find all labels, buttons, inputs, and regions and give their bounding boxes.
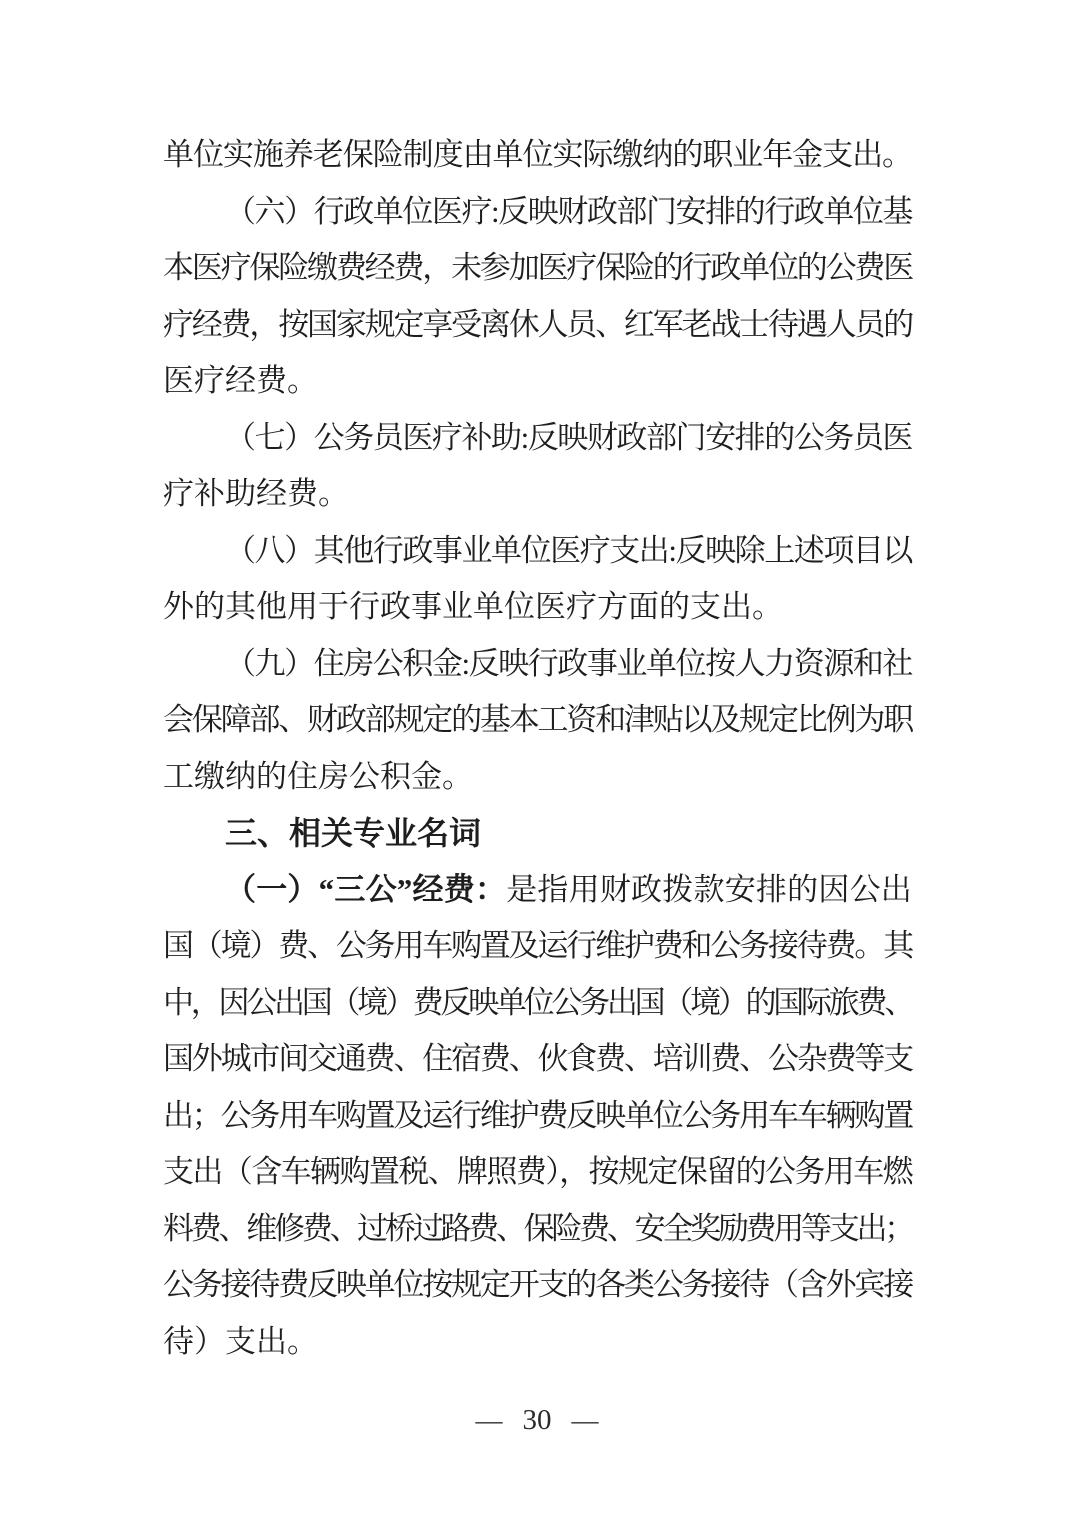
text-segment: 国外城市间交通费、住宿费、伙食费、培训费、公杂费等支 (163, 1041, 912, 1076)
line-text (225, 815, 481, 851)
text-segment: 医疗经费。 (163, 363, 318, 398)
document-body (163, 127, 912, 1370)
line-text (163, 1211, 912, 1246)
text-line (163, 353, 912, 410)
text-segment: （六）行政单位医疗:反映财政部门安排的行政单位基 (225, 193, 912, 229)
line-text (163, 985, 912, 1020)
text-line (163, 1257, 912, 1314)
text-line (163, 240, 912, 297)
text-segment: 支出（含车辆购置税、牌照费），按规定保留的公务用车燃 (163, 1154, 912, 1189)
line-text (163, 1324, 318, 1359)
text-segment: 国（境）费、公务用车购置及运行维护费和公务接待费。其 (163, 928, 912, 963)
text-line (163, 636, 912, 693)
text-segment: 会保障部、财政部规定的基本工资和津贴以及规定比例为职 (163, 702, 912, 737)
text-segment: （八）其他行政事业单位医疗支出:反映除上述项目以 (225, 532, 912, 568)
text-line (163, 1144, 912, 1201)
line-text (163, 250, 912, 285)
line-text (163, 1041, 912, 1076)
text-line (163, 975, 912, 1032)
line-text (163, 1267, 912, 1302)
text-line (163, 297, 912, 354)
page-footer (0, 1398, 1074, 1442)
text-segment: 工缴纳的住房公积金。 (163, 758, 473, 794)
line-text (163, 1154, 912, 1189)
text-line (163, 749, 912, 806)
text-segment: 本医疗保险缴费经费，未参加医疗保险的行政单位的公费医 (163, 250, 912, 285)
text-segment: 是指用财政拨款安排的因公出 (506, 871, 913, 907)
section-heading (163, 805, 912, 862)
page-number: 30 (522, 1403, 552, 1436)
line-text (163, 363, 318, 398)
text-segment: 公务接待费反映单位按规定开支的各类公务接待（含外宾接 (163, 1267, 912, 1302)
text-segment: 中，因公出国（境）费反映单位公务出国（境）的国际旅费、 (163, 984, 912, 1020)
footer-dash-left: — (475, 1404, 503, 1435)
text-line (163, 127, 912, 184)
text-segment: （七）公务员医疗补助:反映财政部门安排的公务员医 (225, 419, 912, 455)
text-line (163, 1031, 912, 1088)
line-text (163, 759, 473, 794)
text-segment: 三、相关专业名词 (225, 815, 482, 851)
line-text (163, 702, 912, 737)
text-segment: 疗补助经费。 (163, 476, 349, 511)
line-text (225, 872, 912, 907)
text-segment: 待）支出。 (163, 1323, 318, 1359)
text-line (163, 918, 912, 975)
text-segment: （一）“三公”经费： (225, 871, 507, 907)
text-segment: （九）住房公积金:反映行政事业单位按人力资源和社 (225, 645, 912, 681)
text-line (163, 184, 912, 241)
text-line (163, 579, 912, 636)
line-text (225, 646, 912, 681)
text-line (163, 692, 912, 749)
text-line (163, 1088, 912, 1145)
text-line (163, 862, 912, 919)
text-line (163, 466, 912, 523)
text-segment: 出；公务用车购置及运行维护费反映单位公务用车车辆购置 (163, 1097, 912, 1133)
line-text (225, 533, 912, 568)
text-line (163, 410, 912, 467)
line-text (225, 194, 912, 229)
text-segment: 疗经费，按国家规定享受离休人员、红军老战士待遇人员的 (163, 306, 912, 342)
line-text (163, 137, 912, 172)
text-line (163, 1314, 912, 1371)
footer-dash-right: — (571, 1404, 599, 1435)
line-text (163, 307, 912, 342)
text-segment: 单位实施养老保险制度由单位实际缴纳的职业年金支出。 (163, 137, 912, 172)
line-text (225, 420, 912, 455)
text-segment: 料费、维修费、过桥过路费、保险费、安全奖励费用等支出； (163, 1210, 912, 1246)
line-text (163, 1098, 912, 1133)
line-text (163, 476, 349, 511)
line-text (163, 928, 912, 963)
line-text (163, 589, 783, 624)
text-line (163, 523, 912, 580)
text-segment: 外的其他用于行政事业单位医疗方面的支出。 (163, 589, 783, 624)
text-line (163, 1201, 912, 1258)
